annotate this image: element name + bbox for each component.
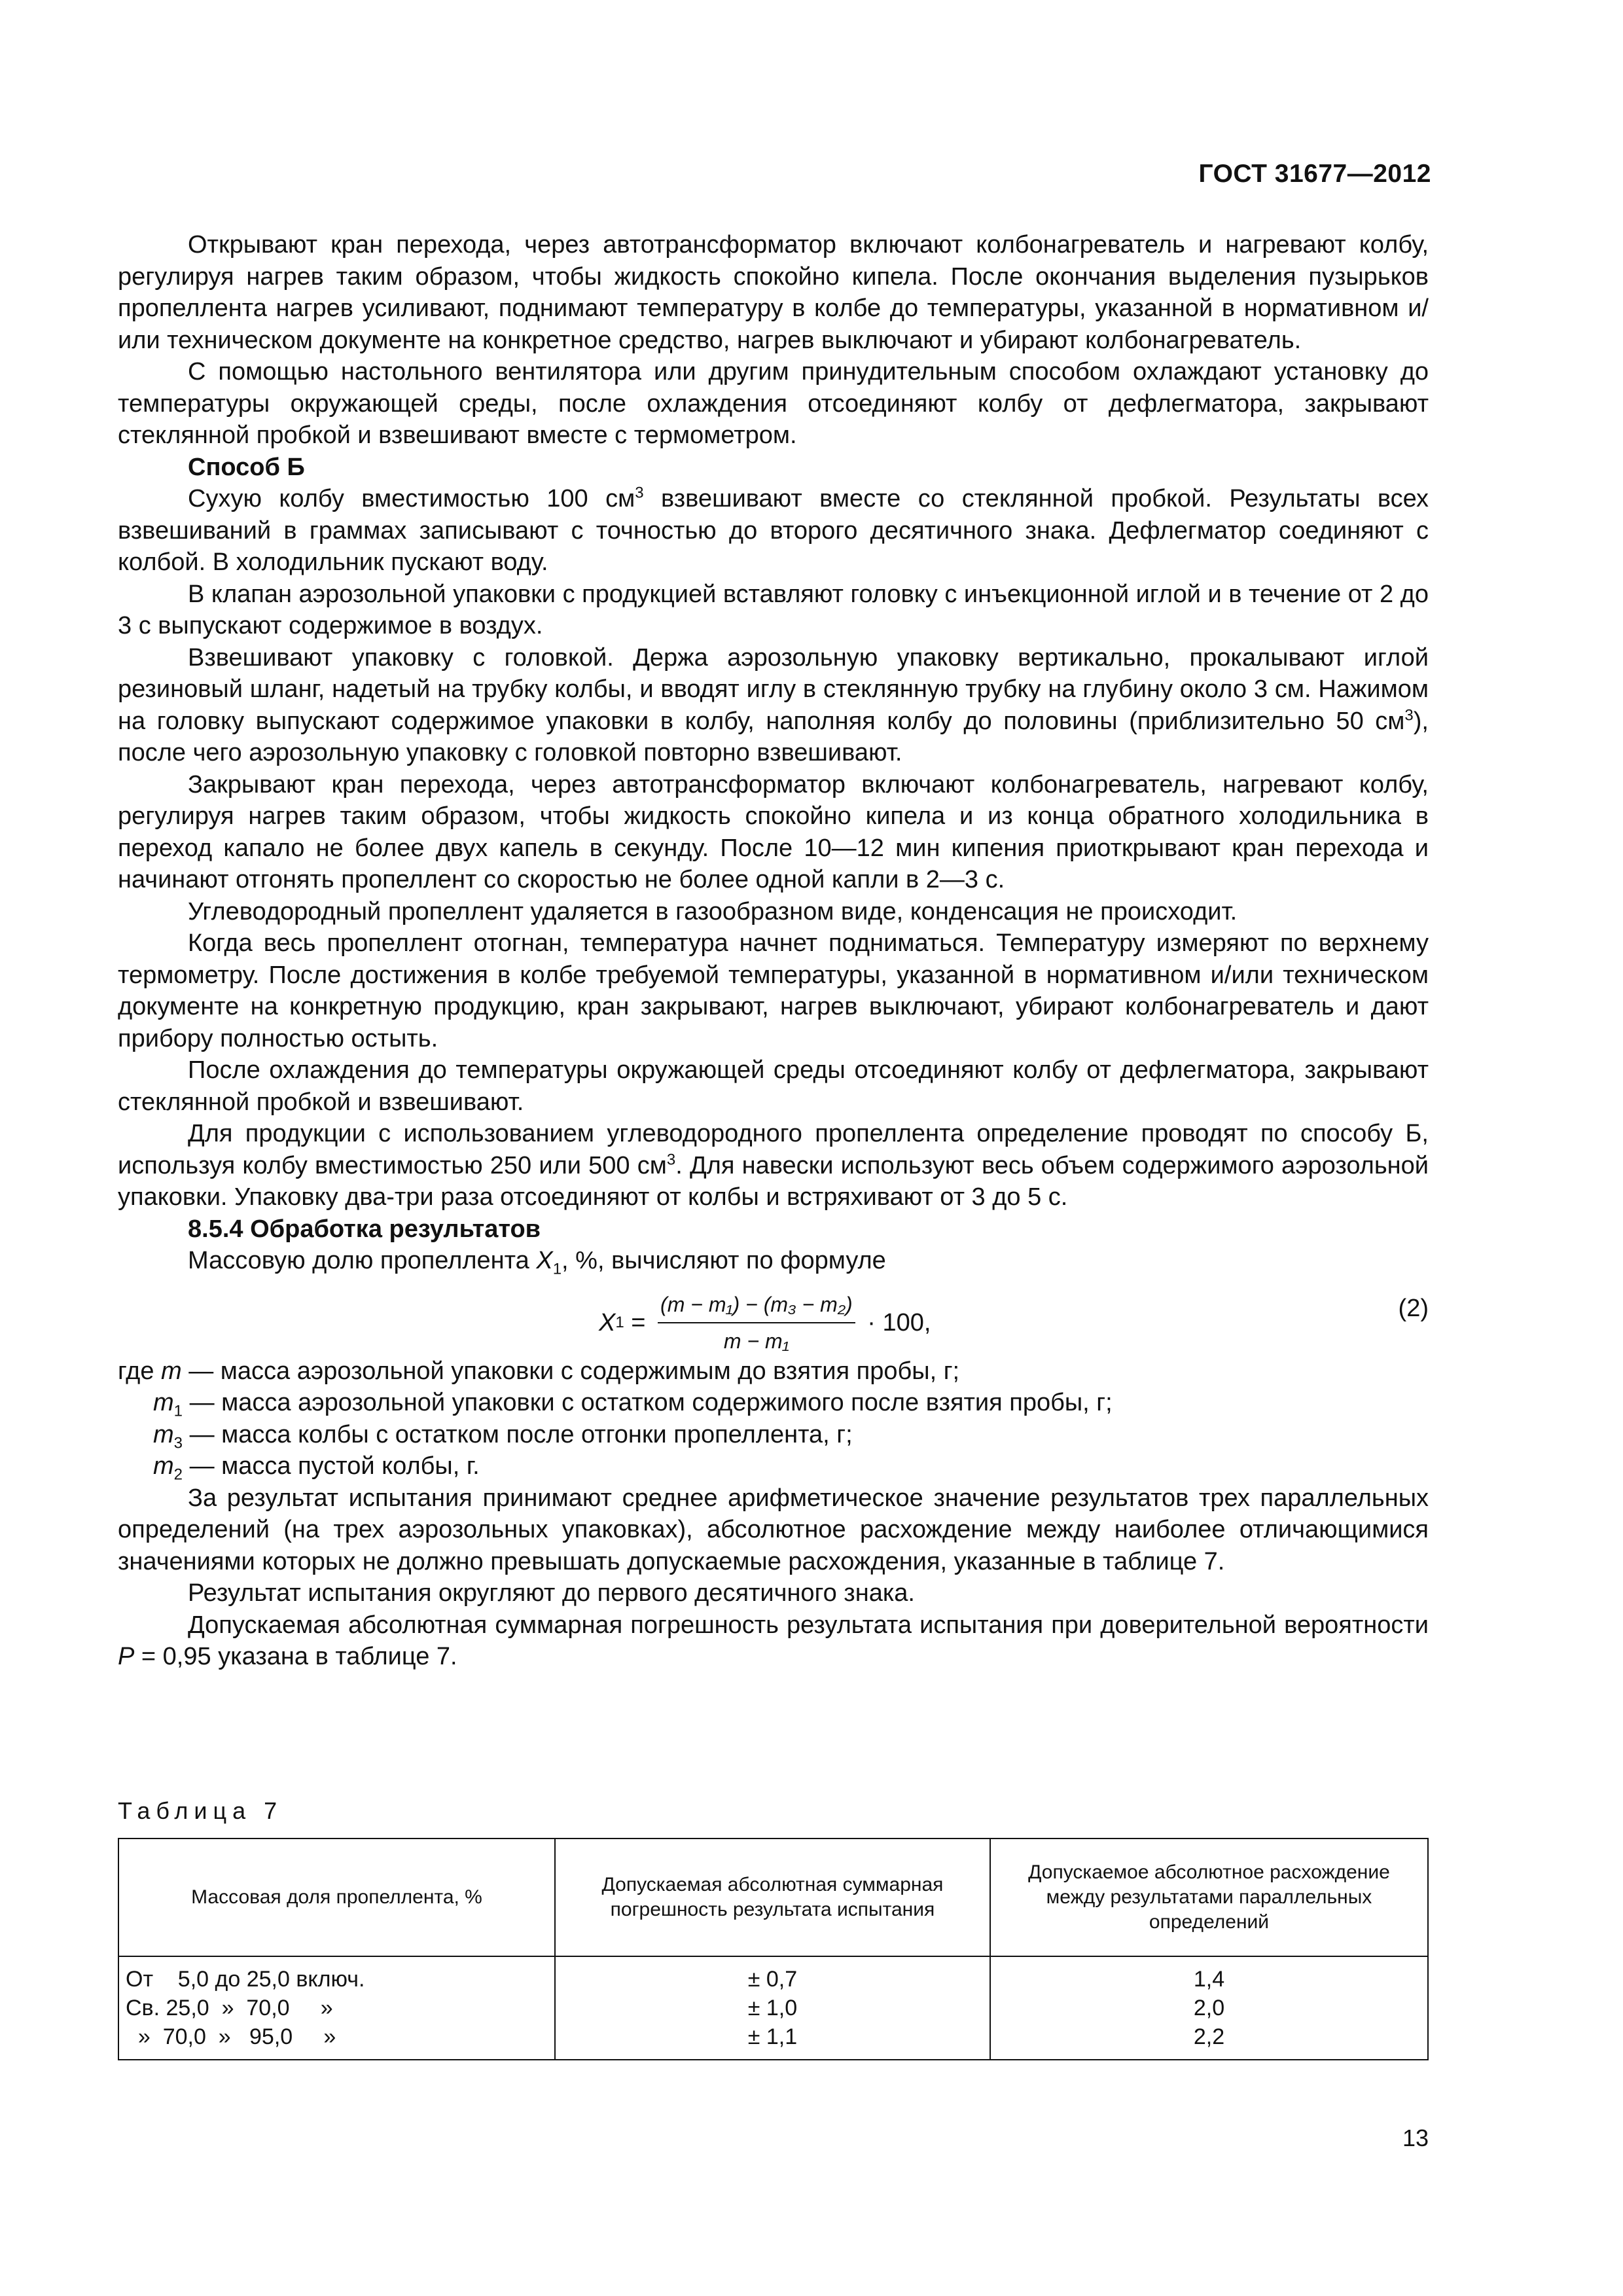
paragraph: Взвешивают упаковку с головкой. Держа аэрозольную упаковку вертикально, прокалывают иглой резиновый шланг, надетый на трубку колбы, и вводят иглу в стеклянную трубку на глубину около 3 см. Нажимом на головку выпускают содержимое упаковки в колбу, наполняя колбу до половины (приблизительно 50 $см^3$), после чего аэрозольную упаковку с головкой повторно взвешивают. — [118, 643, 1429, 766]
where-line: где m — масса аэрозольной упаковки с содержимым до взятия пробы, г; — [118, 1357, 960, 1385]
paragraph: Сухую колбу вместимостью 100 $см^3$ взвешивают вместе со стеклянной пробкой. Результаты всех взвешиваний в граммах записывают с точностью до второго десятичного знака. Дефлегматор соединяют с колбой. В холодильник пускают воду. — [118, 484, 1429, 576]
paragraph: С помощью настольного вентилятора или другим принудительным способом охлаждают установку до температуры окружающей среды, после охлаждения отсоединяют колбу от дефлегматора, закрывают стеклянной пробкой и взвешивают вместе с термометром. — [118, 358, 1429, 449]
table-header-row — [118, 1839, 1428, 1956]
formula-lhs: X — [599, 1308, 616, 1336]
formula-number: (2) — [1398, 1294, 1429, 1322]
paragraph: Когда весь пропеллент отогнан, температура начнет подниматься. Температуру измеряют по верхнему термометру. После достижения в колбе требуемой температуры, указанной в нормативном и/или техническом документе на конкретную продукцию, кран закрывают, нагрев выключают, убирают колбонагреватель и дают прибору полностью остыть. — [118, 929, 1429, 1052]
table-caption: Таблица 7 — [118, 1797, 283, 1824]
table-7 — [118, 1838, 1429, 2060]
document-number: ГОСТ 31677—2012 — [1198, 160, 1431, 188]
section-heading-method-b: Способ Б — [188, 453, 305, 481]
paragraph: За результат испытания принимают среднее арифметическое значение результатов трех параллельных определений (на трех аэрозольных упаковках), абсолютное расхождение между наиболее отличающимися значениями которых не должно превышать допускаемые расхождения, указанные в таблице 7. — [118, 1484, 1429, 1575]
table-header-cell: Массовая доля пропеллента, % — [118, 1839, 555, 1956]
table-cell-mass-fraction: От 5,0 до 25,0 включ. Св. 25,0 » 70,0 » » 70,0 » 95,0 » — [118, 1956, 555, 2060]
formula-fraction — [658, 1289, 855, 1357]
section-heading-8-5-4: 8.5.4 Обработка результатов — [188, 1215, 541, 1243]
page-number: 13 — [1402, 2125, 1429, 2151]
paragraph: Допускаемая абсолютная суммарная погрешность результата испытания при доверительной вероятности P = 0,95 указана в таблице 7. — [118, 1611, 1429, 1670]
table-header-cell: Допускаемое абсолютное расхождение между результатами параллельных определений — [990, 1839, 1428, 1956]
paragraph: После охлаждения до температуры окружающей среды отсоединяют колбу от дефлегматора, закрывают стеклянной пробкой и взвешивают. — [118, 1056, 1429, 1116]
table-cell-discrepancy: 1,4 2,0 2,2 — [990, 1956, 1428, 2060]
formula-numerator: (m − m₁) − (m₃ − m₂) — [660, 1292, 853, 1316]
table-row — [118, 1956, 1428, 2060]
table-cell-error: ± 0,7 ± 1,0 ± 1,1 — [555, 1956, 990, 2060]
where-line: $m_1$ — масса аэрозольной упаковки с остатком содержимого после взятия пробы, г; — [153, 1389, 1113, 1420]
page-body — [118, 229, 1429, 1673]
formula-tail: · 100, — [860, 1308, 931, 1336]
paragraph: Углеводородный пропеллент удаляется в газообразном виде, конденсация не происходит. — [188, 897, 1238, 925]
where-line: $m_2$ — масса пустой колбы, г. — [153, 1452, 480, 1484]
formula-2: X 1 = $\frac{\text{(m − m₁) − (m₃ − m₂)}}{\text{m − m₁}}$ · 100, (2) — [118, 1278, 1429, 1349]
paragraph: Для продукции с использованием углеводородного пропеллента определение проводят по способу Б, используя колбу вместимостью 250 или 500 $см^3$. Для навески используют весь объем содержимого аэрозольной упаковки. Упаковку два-три раза отсоединяют от колбы и встряхивают от 3 до 5 с. — [118, 1120, 1429, 1211]
paragraph: Результат испытания округляют до первого десятичного знака. — [188, 1579, 915, 1607]
paragraph: Массовую долю пропеллента $X_1$, %, вычисляют по формуле — [188, 1247, 886, 1278]
paragraph: Закрывают кран перехода, через автотрансформатор включают колбонагреватель, нагревают колбу, регулируя нагрев таким образом, чтобы жидкость спокойно кипела и из конца обратного холодильника в переход капало не более двух капель в секунду. После 10—12 мин кипения приоткрывают кран перехода и начинают отгонять пропеллент со скоростью не более одной капли в 2—3 с. — [118, 770, 1429, 893]
where-line: $m_3$ — масса колбы с остатком после отгонки пропеллента, г; — [153, 1420, 853, 1452]
paragraph: В клапан аэрозольной упаковки с продукцией вставляют головку с инъекционной иглой и в течение от 2 до 3 с выпускают содержимое в воздух. — [118, 580, 1429, 639]
paragraph: Открывают кран перехода, через автотрансформатор включают колбонагреватель и нагревают колбу, регулируя нагрев таким образом, чтобы жидкость спокойно кипела. После окончания выделения пузырьков пропеллента нагрев усиливают, поднимают температуру в колбе до температуры, указанной в нормативном и/или техническом документе на конкретное средство, нагрев выключают и убирают колбонагреватель. — [118, 231, 1429, 354]
table-header-cell: Допускаемая абсолютная суммарная погрешность результата испытания — [555, 1839, 990, 1956]
formula-denominator: m − m₁ — [723, 1329, 789, 1353]
